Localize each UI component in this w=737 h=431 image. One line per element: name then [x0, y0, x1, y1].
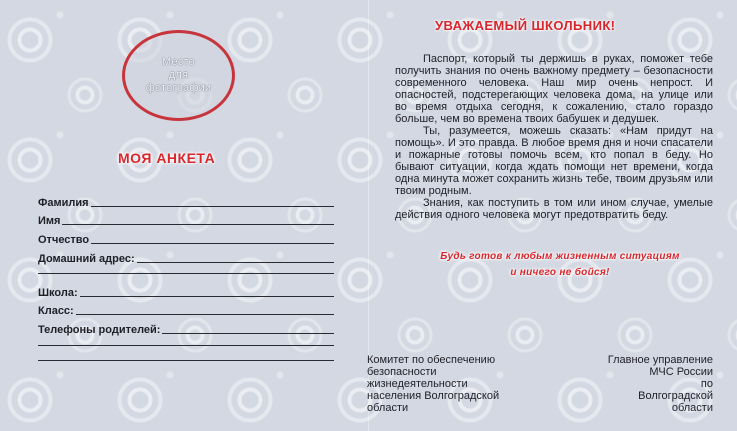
motto [395, 249, 725, 281]
field-patronymic[interactable] [38, 230, 334, 246]
org-ministry-line: Волгоградской [638, 390, 713, 402]
org-ministry-line: по [700, 378, 713, 390]
field-class-line[interactable] [76, 314, 334, 315]
field-class[interactable] [38, 301, 334, 317]
field-parents-phones-line-3[interactable] [38, 360, 334, 361]
field-class-label: Класс: [38, 305, 74, 317]
org-ministry-line: области [671, 402, 713, 414]
org-committee-line: безопасности [367, 366, 437, 378]
letter-body [395, 53, 713, 221]
org-committee-line: Комитет по обеспечению [367, 354, 496, 366]
letter-paragraph: Знания, как поступить в том или ином случае, умелые действия одного человека могут предотвратить беду. [395, 197, 713, 221]
field-name-label: Имя [38, 215, 61, 227]
photo-placeholder-text-2: для [168, 69, 189, 81]
photo-placeholder-text-1: Место [162, 56, 195, 68]
org-ministry-line: МЧС России [649, 366, 713, 378]
field-surname-line[interactable] [91, 206, 334, 207]
letter-paragraph: Паспорт, который ты держишь в руках, поможет тебе получить знания по очень важному предмету – безопасности современного человека. Наш мир очень непрост. И опасностей, подстерегающих человека дома, на улице или во время отдыха сегодня, к сожалению, стало гораздо больше, чем во времена твоих бабушек и дедушек. [395, 53, 713, 125]
field-surname[interactable] [38, 193, 334, 209]
field-home-address-line-2[interactable] [38, 273, 334, 274]
field-home-address-line[interactable] [137, 262, 334, 263]
field-school[interactable] [38, 283, 334, 299]
field-school-line[interactable] [80, 296, 334, 297]
field-name-line[interactable] [62, 224, 334, 225]
field-home-address-label: Домашний адрес: [38, 253, 135, 265]
org-committee-line: населения Волгоградской [367, 390, 500, 402]
photo-placeholder-text-3: фотографии [145, 82, 212, 94]
anketa-title: МОЯ АНКЕТА [118, 150, 216, 166]
field-surname-label: Фамилия [38, 197, 89, 209]
field-name[interactable] [38, 211, 334, 227]
field-parents-phones-line[interactable] [162, 333, 334, 334]
org-committee [367, 354, 547, 414]
field-parents-phones-label: Телефоны родителей: [38, 324, 161, 336]
org-committee-line: жизнедеятельности [367, 378, 468, 390]
org-committee-line: области [367, 402, 409, 414]
motto-line-1: Будь готов к любым жизненным ситуациям [440, 251, 680, 262]
field-parents-phones-line-2[interactable] [38, 345, 334, 346]
field-home-address[interactable] [38, 249, 334, 265]
field-parents-phones[interactable] [38, 320, 334, 336]
org-emergency-ministry [586, 354, 713, 414]
field-school-label: Школа: [38, 287, 78, 299]
letter-paragraph: Ты, разумеется, можешь сказать: «Нам придут на помощь». И это правда. В любое время дня и ночи спасатели и пожарные готовы помочь всем, кто попал в беду. Но бывают ситуации, когда ждать помощи нет времени, когда одна минута может сохранить жизнь тебе, твоим друзьям или твоим родным. [395, 125, 713, 197]
field-patronymic-line[interactable] [91, 243, 334, 244]
field-patronymic-label: Отчество [38, 234, 90, 246]
photo-placeholder[interactable] [122, 30, 235, 121]
org-ministry-line: Главное управление [607, 354, 713, 366]
letter-greeting: УВАЖАЕМЫЙ ШКОЛЬНИК! [435, 18, 616, 33]
motto-line-2: и ничего не бойся! [510, 267, 610, 278]
